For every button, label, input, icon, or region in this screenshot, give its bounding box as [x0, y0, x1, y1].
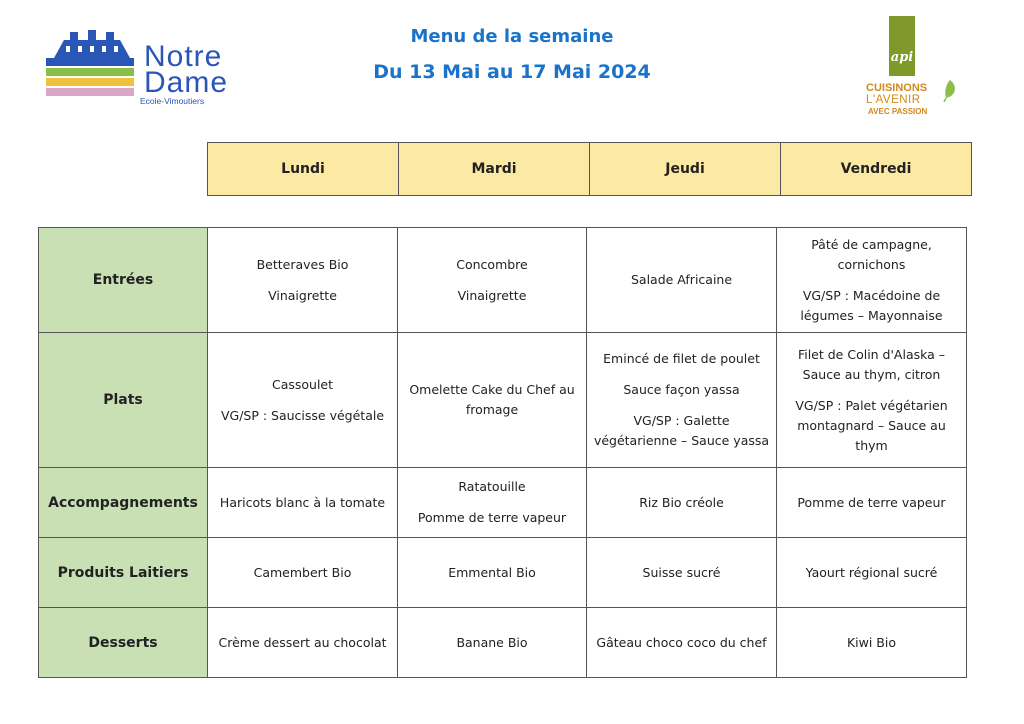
- day-thursday: Jeudi: [590, 143, 781, 196]
- dish-text: VG/SP : Palet végétarien montagnard – Sauce au thym: [795, 397, 948, 453]
- menu-row-accompagnements: [39, 468, 967, 538]
- menu-cell: [587, 608, 777, 678]
- menu-cell: [777, 538, 967, 608]
- dish-text: VG/SP : Galette végétarienne – Sauce yassa: [593, 413, 770, 448]
- days-header: [207, 142, 972, 196]
- api-logo: [862, 14, 972, 124]
- dish-text: VG/SP : Saucisse végétale: [220, 407, 385, 423]
- dish-text: Omelette Cake du Chef au fromage: [409, 382, 575, 417]
- menu-cell: [208, 608, 398, 678]
- page-subtitle: Du 13 Mai au 17 Mai 2024: [373, 61, 651, 83]
- dish-text: Suisse sucré: [642, 564, 721, 580]
- menu-cell: [587, 468, 777, 538]
- row-label-produits-laitiers: Produits Laitiers: [39, 538, 208, 608]
- menu-row-entrees: [39, 228, 967, 333]
- dish-text: Concombre: [456, 256, 528, 272]
- row-label-accompagnements: Accompagnements: [39, 468, 208, 538]
- school-logo-name: [144, 40, 229, 99]
- menu-cell: [587, 538, 777, 608]
- api-logo-mark: [889, 16, 915, 76]
- menu-cell: [777, 333, 967, 468]
- dish-text: Betteraves Bio: [256, 256, 349, 272]
- menu-header: [300, 26, 724, 83]
- dish-text: Salade Africaine: [630, 272, 733, 287]
- menu-row-plats: [39, 333, 967, 468]
- row-label-desserts: Desserts: [39, 608, 208, 678]
- dish-text: Vinaigrette: [457, 287, 527, 303]
- school-building-icon: [44, 28, 144, 108]
- dish-text: Riz Bio créole: [639, 494, 724, 510]
- dish-text: Emincé de filet de poulet: [603, 351, 760, 366]
- dish-text: Pomme de terre vapeur: [417, 510, 567, 525]
- menu-cell: [398, 608, 587, 678]
- api-logo-line2: L'AVENIR: [866, 94, 921, 106]
- menu-cell: [208, 228, 398, 333]
- dish-text: Pâté de campagne, cornichons: [811, 236, 932, 272]
- menu-cell: [208, 538, 398, 608]
- menu-cell: [208, 468, 398, 538]
- dish-text: Crème dessert au chocolat: [218, 634, 387, 650]
- school-logo-subtitle: Ecole-Vimoutiers: [140, 96, 205, 106]
- school-logo-line2: Dame: [144, 66, 229, 99]
- api-logo-line1: CUISINONS: [866, 82, 928, 94]
- dish-text: Emmental Bio: [448, 564, 536, 580]
- menu-table: [38, 227, 967, 678]
- dish-text: Ratatouille: [458, 479, 526, 494]
- dish-text: Banane Bio: [456, 634, 528, 650]
- school-logo: [44, 28, 229, 108]
- school-logo-line1: Notre: [144, 40, 223, 73]
- dish-text: Camembert Bio: [253, 564, 352, 580]
- dish-text: Sauce façon yassa: [623, 382, 740, 397]
- dish-text: Vinaigrette: [268, 287, 337, 303]
- menu-cell: [587, 333, 777, 468]
- menu-row-desserts: [39, 608, 967, 678]
- dish-text: VG/SP : Macédoine de légumes – Mayonnaise: [800, 287, 943, 323]
- menu-cell: [398, 333, 587, 468]
- dish-text: Cassoulet: [271, 376, 334, 392]
- api-logo-line3: AVEC PASSION: [868, 107, 928, 116]
- day-friday: Vendredi: [781, 143, 972, 196]
- menu-cell: [398, 468, 587, 538]
- row-label-entrees: Entrées: [39, 228, 208, 333]
- menu-cell: [587, 228, 777, 333]
- page-title: Menu de la semaine: [410, 26, 614, 47]
- row-label-plats: Plats: [39, 333, 208, 468]
- menu-cell: [777, 468, 967, 538]
- dish-text: Gâteau choco coco du chef: [596, 634, 767, 650]
- dish-text: Pomme de terre vapeur: [797, 494, 946, 510]
- menu-cell: [208, 333, 398, 468]
- api-logo-mark-text: api: [890, 50, 914, 65]
- menu-cell: [398, 538, 587, 608]
- leaf-icon: [942, 80, 958, 102]
- day-tuesday: Mardi: [399, 143, 590, 196]
- dish-text: Haricots blanc à la tomate: [219, 494, 386, 510]
- menu-cell: [777, 608, 967, 678]
- day-monday: Lundi: [208, 143, 399, 196]
- dish-text: Yaourt régional sucré: [805, 564, 938, 580]
- menu-row-produits-laitiers: [39, 538, 967, 608]
- dish-text: Filet de Colin d'Alaska – Sauce au thym, citron: [797, 346, 946, 382]
- menu-cell: [398, 228, 587, 333]
- dish-text: Kiwi Bio: [846, 634, 897, 650]
- menu-cell: [777, 228, 967, 333]
